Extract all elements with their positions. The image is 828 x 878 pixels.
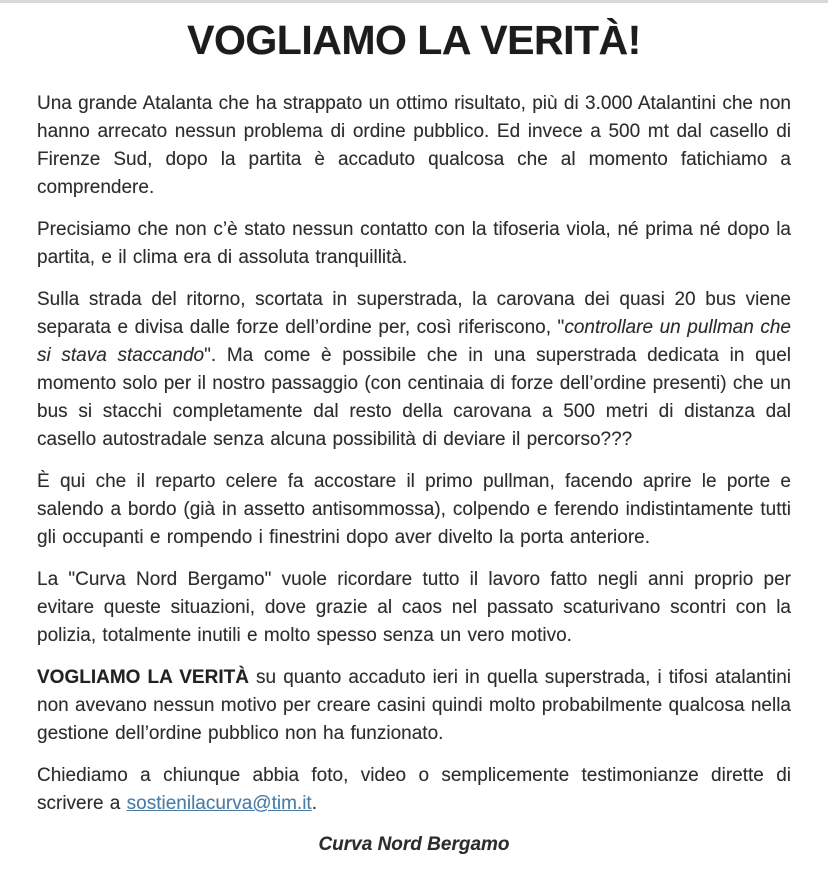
paragraph-6 <box>37 664 791 748</box>
paragraph-1 <box>37 90 791 202</box>
paragraph-text: Precisiamo che non c’è stato nessun contatto con la tifoseria viola, né prima né dopo la partita, e il clima era di assoluta tranquillità. <box>37 219 791 268</box>
email-link[interactable]: sostienilacurva@tim.it <box>126 793 312 814</box>
paragraph-text: La "Curva Nord Bergamo" vuole ricordare tutto il lavoro fatto negli anni proprio per evitare queste situazioni, dove grazie al caos nel passato scaturivano scontri con la polizia, totalmente inutili e molto spesso senza un vero motivo. <box>37 569 791 646</box>
paragraph-text: . <box>311 793 317 814</box>
document-title: VOGLIAMO LA VERITÀ! <box>187 17 641 63</box>
paragraph-text: È qui che il reparto celere fa accostare il primo pullman, facendo aprire le porte e salendo a bordo (già in assetto antisommossa), colpendo e ferendo indistintamente tutti gli occupanti e rompendo i finestrini dopo aver divelto la porta anteriore. <box>37 471 791 548</box>
paragraph-2 <box>37 216 791 272</box>
paragraph-4 <box>37 468 791 552</box>
paragraph-7 <box>37 762 791 818</box>
paragraph-text: Chiediamo a chiunque abbia foto, video o semplicemente testimonianze dirette di scrivere a <box>37 765 791 814</box>
bold-lead: VOGLIAMO LA VERITÀ <box>37 667 249 688</box>
paragraph-text: su quanto accaduto ieri in quella superstrada, i tifosi atalantini non avevano nessun motivo per creare casini quindi molto probabilmente qualcosa nella gestione dell’ordine pubblico non ha funzionato. <box>37 667 792 744</box>
top-edge-line <box>0 0 828 3</box>
paragraph-3 <box>37 286 791 454</box>
paragraph-text: ". Ma come è possibile che in una superstrada dedicata in quel momento solo per il nostro passaggio (con centinaia di forze dell’ordine presenti) che un bus si stacchi completamente dal resto della carovana a 500 metri di distanza dal casello autostradale senza alcuna possibilità di deviare il percorso??? <box>37 345 791 450</box>
signature: Curva Nord Bergamo <box>318 834 510 855</box>
paragraph-text: Sulla strada del ritorno, scortata in superstrada, la carovana dei quasi 20 bus viene separata e divisa dalle forze dell’ordine per, così riferiscono, " <box>37 289 791 338</box>
italic-quote: controllare un pullman che si stava staccando <box>37 317 791 366</box>
paragraph-text: Una grande Atalanta che ha strappato un ottimo risultato, più di 3.000 Atalantini che non hanno arrecato nessun problema di ordine pubblico. Ed invece a 500 mt dal casello di Firenze Sud, dopo la partita è accaduto qualcosa che al momento fatichiamo a comprendere. <box>37 93 791 198</box>
paragraph-5 <box>37 566 791 650</box>
